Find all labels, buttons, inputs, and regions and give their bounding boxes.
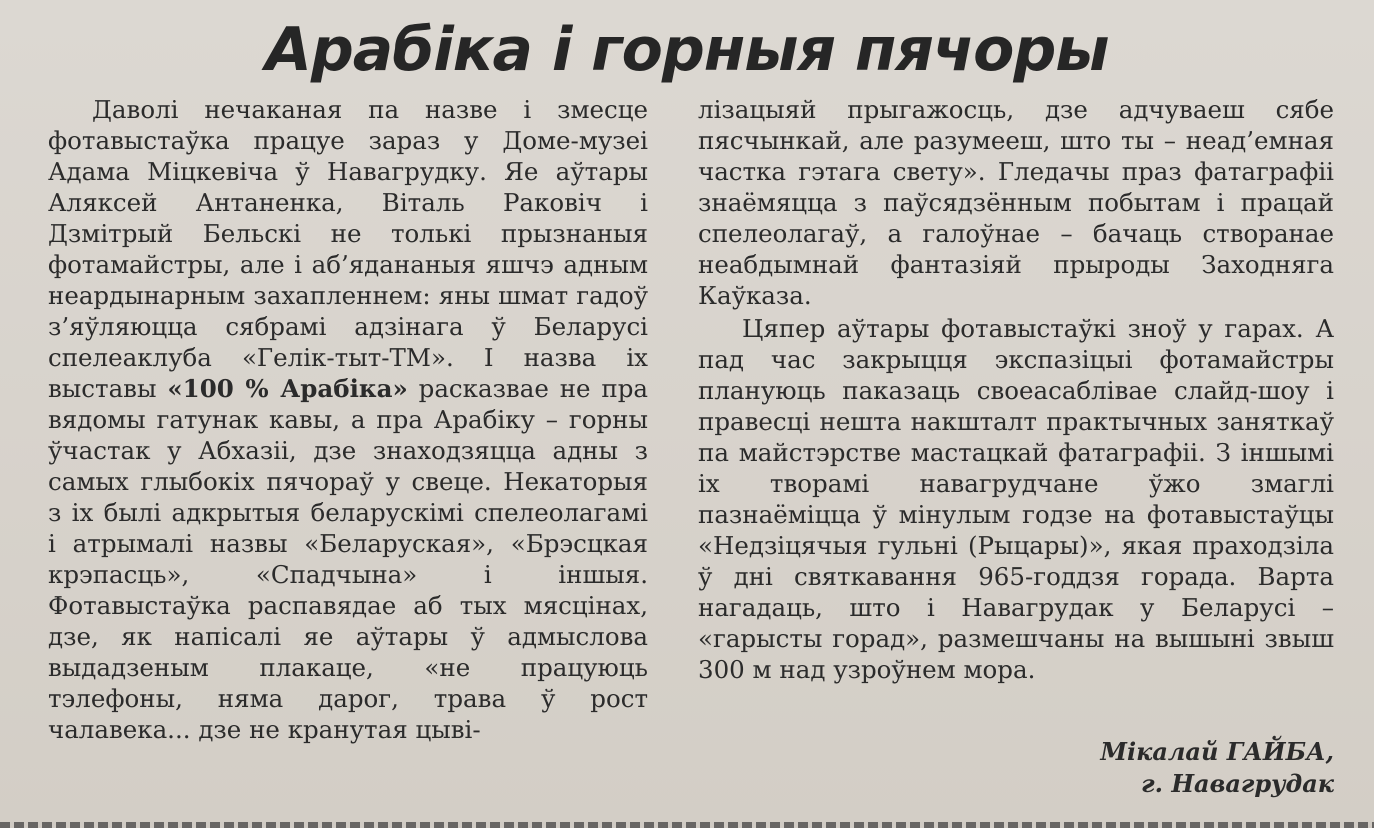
article-column-right [698, 94, 1334, 685]
author-name: Мікалай ГАЙБА, [1100, 737, 1334, 766]
article-paragraph-2: Цяпер аўтары фотавыстаўкі зноў у гарах. А пад час закрыцця экспазіцыі фотамайстры плануюць паказаць своеасаблівае слайд-шоу і правесці нешта накшталт практычных заняткаў па майстэрстве мастацкай фатаграфіі. З іншымі іх творамі навагрудчане ўжо змаглі пазнаёміцца ў мінулым годзе на фотавыстаўцы «Недзіцячыя гульні (Рыцары)», якая праходзіла ў дні святкавання 965-годдзя горада. Варта нагадаць, што і Навагрудак у Беларусі – «гарысты горад», размешчаны на вышыні звыш 300 м над узроўнем мора. [698, 314, 1334, 684]
paragraph-1-text-a: Даволі нечаканая па назве і змесце фотавыстаўка працуе зараз у Доме-музеі Адама Міцкевіча ў Навагрудку. Яе аўтары Аляксей Антаненка, Віталь Раковіч і Дзмітрый Бельскі не толькі прызнаныя фотамайстры, але і аб’ядананыя яшчэ адным неардынарным захапленнем: яны шмат гадоў з’яўляюцца сябрамі адзінага ў Беларусі спелеаклуба «Гелік-тыт-ТМ». І назва іх выставы [48, 95, 648, 403]
author-location: г. Навагрудак [1141, 769, 1334, 798]
page-bottom-rule [0, 822, 1374, 828]
article-paragraph-1 [48, 94, 648, 745]
exhibition-name: «100 % Арабіка» [167, 374, 408, 403]
article-title: Арабіка і горныя пячоры [265, 15, 1109, 85]
article-paragraph-1-continued: лізацыяй прыгажосць, дзе адчуваеш сябе пясчынкай, але разумееш, што ты – неад’емная частка гэтага свету». Гледачы праз фатаграфіі знаёмяцца з паўсядзённым побытам і працай спелеолагаў, а галоўнае – бачаць створанае неабдымнай фантазіяй прыроды Заходняга Каўказа. [698, 95, 1334, 310]
author-byline [1100, 736, 1334, 800]
article-column-left [48, 94, 648, 745]
paragraph-1-text-b: расказвае не пра вядомы гатунак кавы, а пра Арабіку – горны ўчастак у Абхазіі, дзе знаходзяцца адны з самых глыбокіх пячораў у свеце. Некаторыя з іх былі адкрытыя беларускімі спелеолагамі і атрымалі назвы «Беларуская», «Брэсцкая крэпасць», «Спадчына» і іншыя. Фотавыстаўка распавядае аб тых мясцінах, дзе, як напісалі яе аўтары ў адмыслова выдадзеным плакаце, «не працуюць тэлефоны, няма дарог, трава ў рост чалавека... дзе не кранутая цыві- [48, 374, 649, 744]
